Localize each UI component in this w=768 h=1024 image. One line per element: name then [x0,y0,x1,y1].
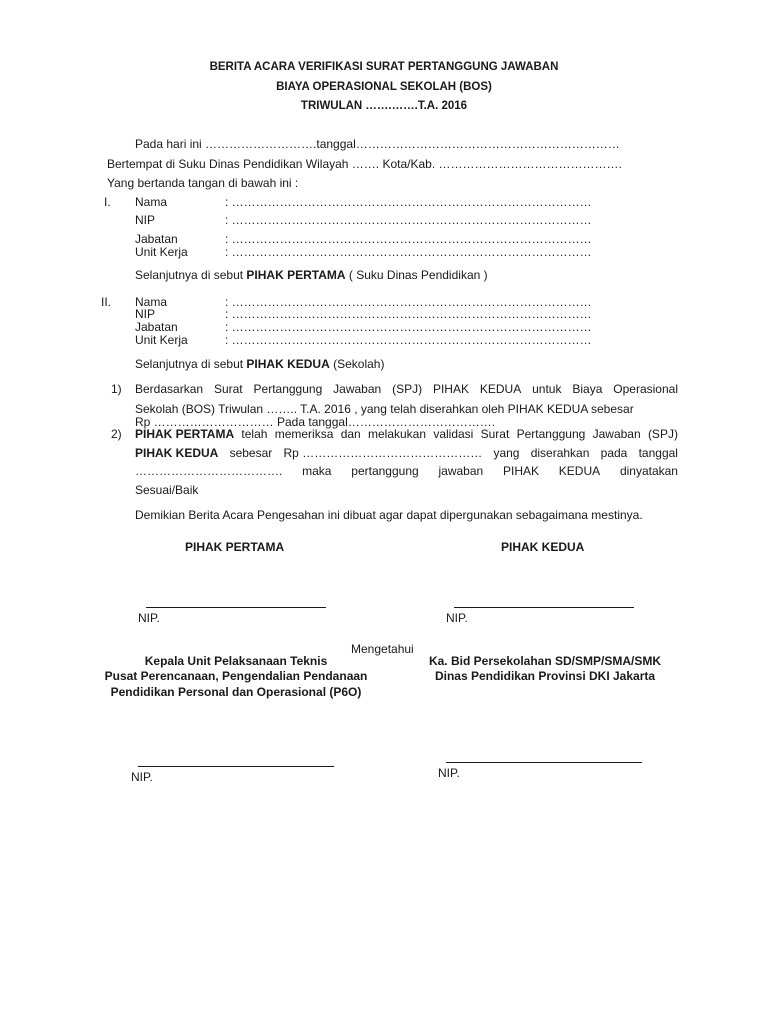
first-party-position-label: Jabatan [135,232,178,246]
point-1-line-1: Berdasarkan Surat Pertanggung Jawaban (SPJ) PIHAK KEDUA untuk Biaya Operasional [135,382,678,396]
right-official-line-2: Dinas Pendidikan Provinsi DKI Jakarta [434,669,656,683]
second-party-name-label: Nama [135,295,168,309]
second-party-name-dots: : ……………………………………………………………………………… [225,295,592,309]
point-1-line-2: Sekolah (BOS) Triwulan …….. T.A. 2016 , yang telah diserahkan oleh PIHAK KEDUA sebesar [135,402,634,416]
document-subtitle: BIAYA OPERASIONAL SEKOLAH (BOS) [276,81,492,93]
point-2-line-4: Sesuai/Baik [135,483,199,497]
first-party-note: Selanjutnya di sebut PIHAK PERTAMA ( Suku Dinas Pendidikan ) [135,268,488,282]
intro-day-line: Pada hari ini ……………………….tanggal………………………………………………………… [135,137,620,151]
first-party-unit-label: Unit Kerja [135,245,188,259]
second-party-unit-dots: : ……………………………………………………………………………… [225,333,592,347]
left-official-nip: NIP. [131,770,153,784]
point-2-line-1: PIHAK PERTAMA telah memeriksa dan melakukan validasi Surat Pertanggung Jawaban (SPJ) [135,427,678,441]
right-official-line-1: Ka. Bid Persekolahan SD/SMP/SMA/SMK [428,654,662,668]
first-party-nip-label: NIP [135,213,156,227]
point-2-number: 2) [111,427,122,441]
document-title: BERITA ACARA VERIFIKASI SURAT PERTANGGUNG JAWABAN [209,61,559,73]
acknowledged-label: Mengetahui [351,642,414,656]
first-party-signature-line [146,607,326,608]
second-party-signature-line [454,607,634,608]
second-party-position-dots: : ……………………………………………………………………………… [225,320,592,334]
first-party-nip: NIP. [138,611,160,625]
right-official-nip: NIP. [438,766,460,780]
intro-place-line: Bertempat di Suku Dinas Pendidikan Wilayah ……. Kota/Kab. ………………………………………. [107,157,622,171]
first-party-position-dots: : ……………………………………………………………………………… [225,232,592,246]
first-party-numeral: I. [104,195,111,209]
second-party-nip: NIP. [446,611,468,625]
intro-signed-line: Yang bertanda tangan di bawah ini : [107,176,299,190]
first-party-nip-dots: : ……………………………………………………………………………… [225,213,592,227]
second-party-numeral: II. [101,295,112,309]
first-party-name-dots: : ……………………………………………………………………………… [225,195,592,209]
closing-statement: Demikian Berita Acara Pengesahan ini dibuat agar dapat dipergunakan sebagaimana mestinya. [135,508,643,522]
second-party-position-label: Jabatan [135,320,178,334]
left-official-line-2: Pusat Perencanaan, Pengendalian Pendanaan [104,669,368,683]
point-1-number: 1) [111,382,122,396]
right-official-signature-line [446,762,642,763]
left-official-line-1: Kepala Unit Pelaksanaan Teknis [144,654,328,668]
second-party-signature-title: PIHAK KEDUA [501,540,585,554]
point-1-line-3: Rp ………………………… Pada tanggal………………………………. [135,415,496,429]
first-party-unit-dots: : ……………………………………………………………………………… [225,245,592,259]
point-2-line-3: ………………………………. maka pertanggung jawaban PIHAK KEDUA dinyatakan [135,464,678,478]
first-party-name-label: Nama [135,195,168,209]
second-party-nip-dots: : ……………………………………………………………………………… [225,307,592,321]
left-official-signature-line [138,766,334,767]
point-2-line-2: PIHAK KEDUA sebesar Rp ……………………………………… yang diserahkan pada tanggal [135,446,678,460]
left-official-line-3: Pendidikan Personal dan Operasional (P6O) [110,685,362,699]
first-party-signature-title: PIHAK PERTAMA [185,540,285,554]
document-period: TRIWULAN …….…….T.A. 2016 [300,100,468,112]
second-party-note: Selanjutnya di sebut PIHAK KEDUA (Sekolah) [135,357,385,371]
second-party-nip-label: NIP [135,307,156,321]
second-party-unit-label: Unit Kerja [135,333,188,347]
